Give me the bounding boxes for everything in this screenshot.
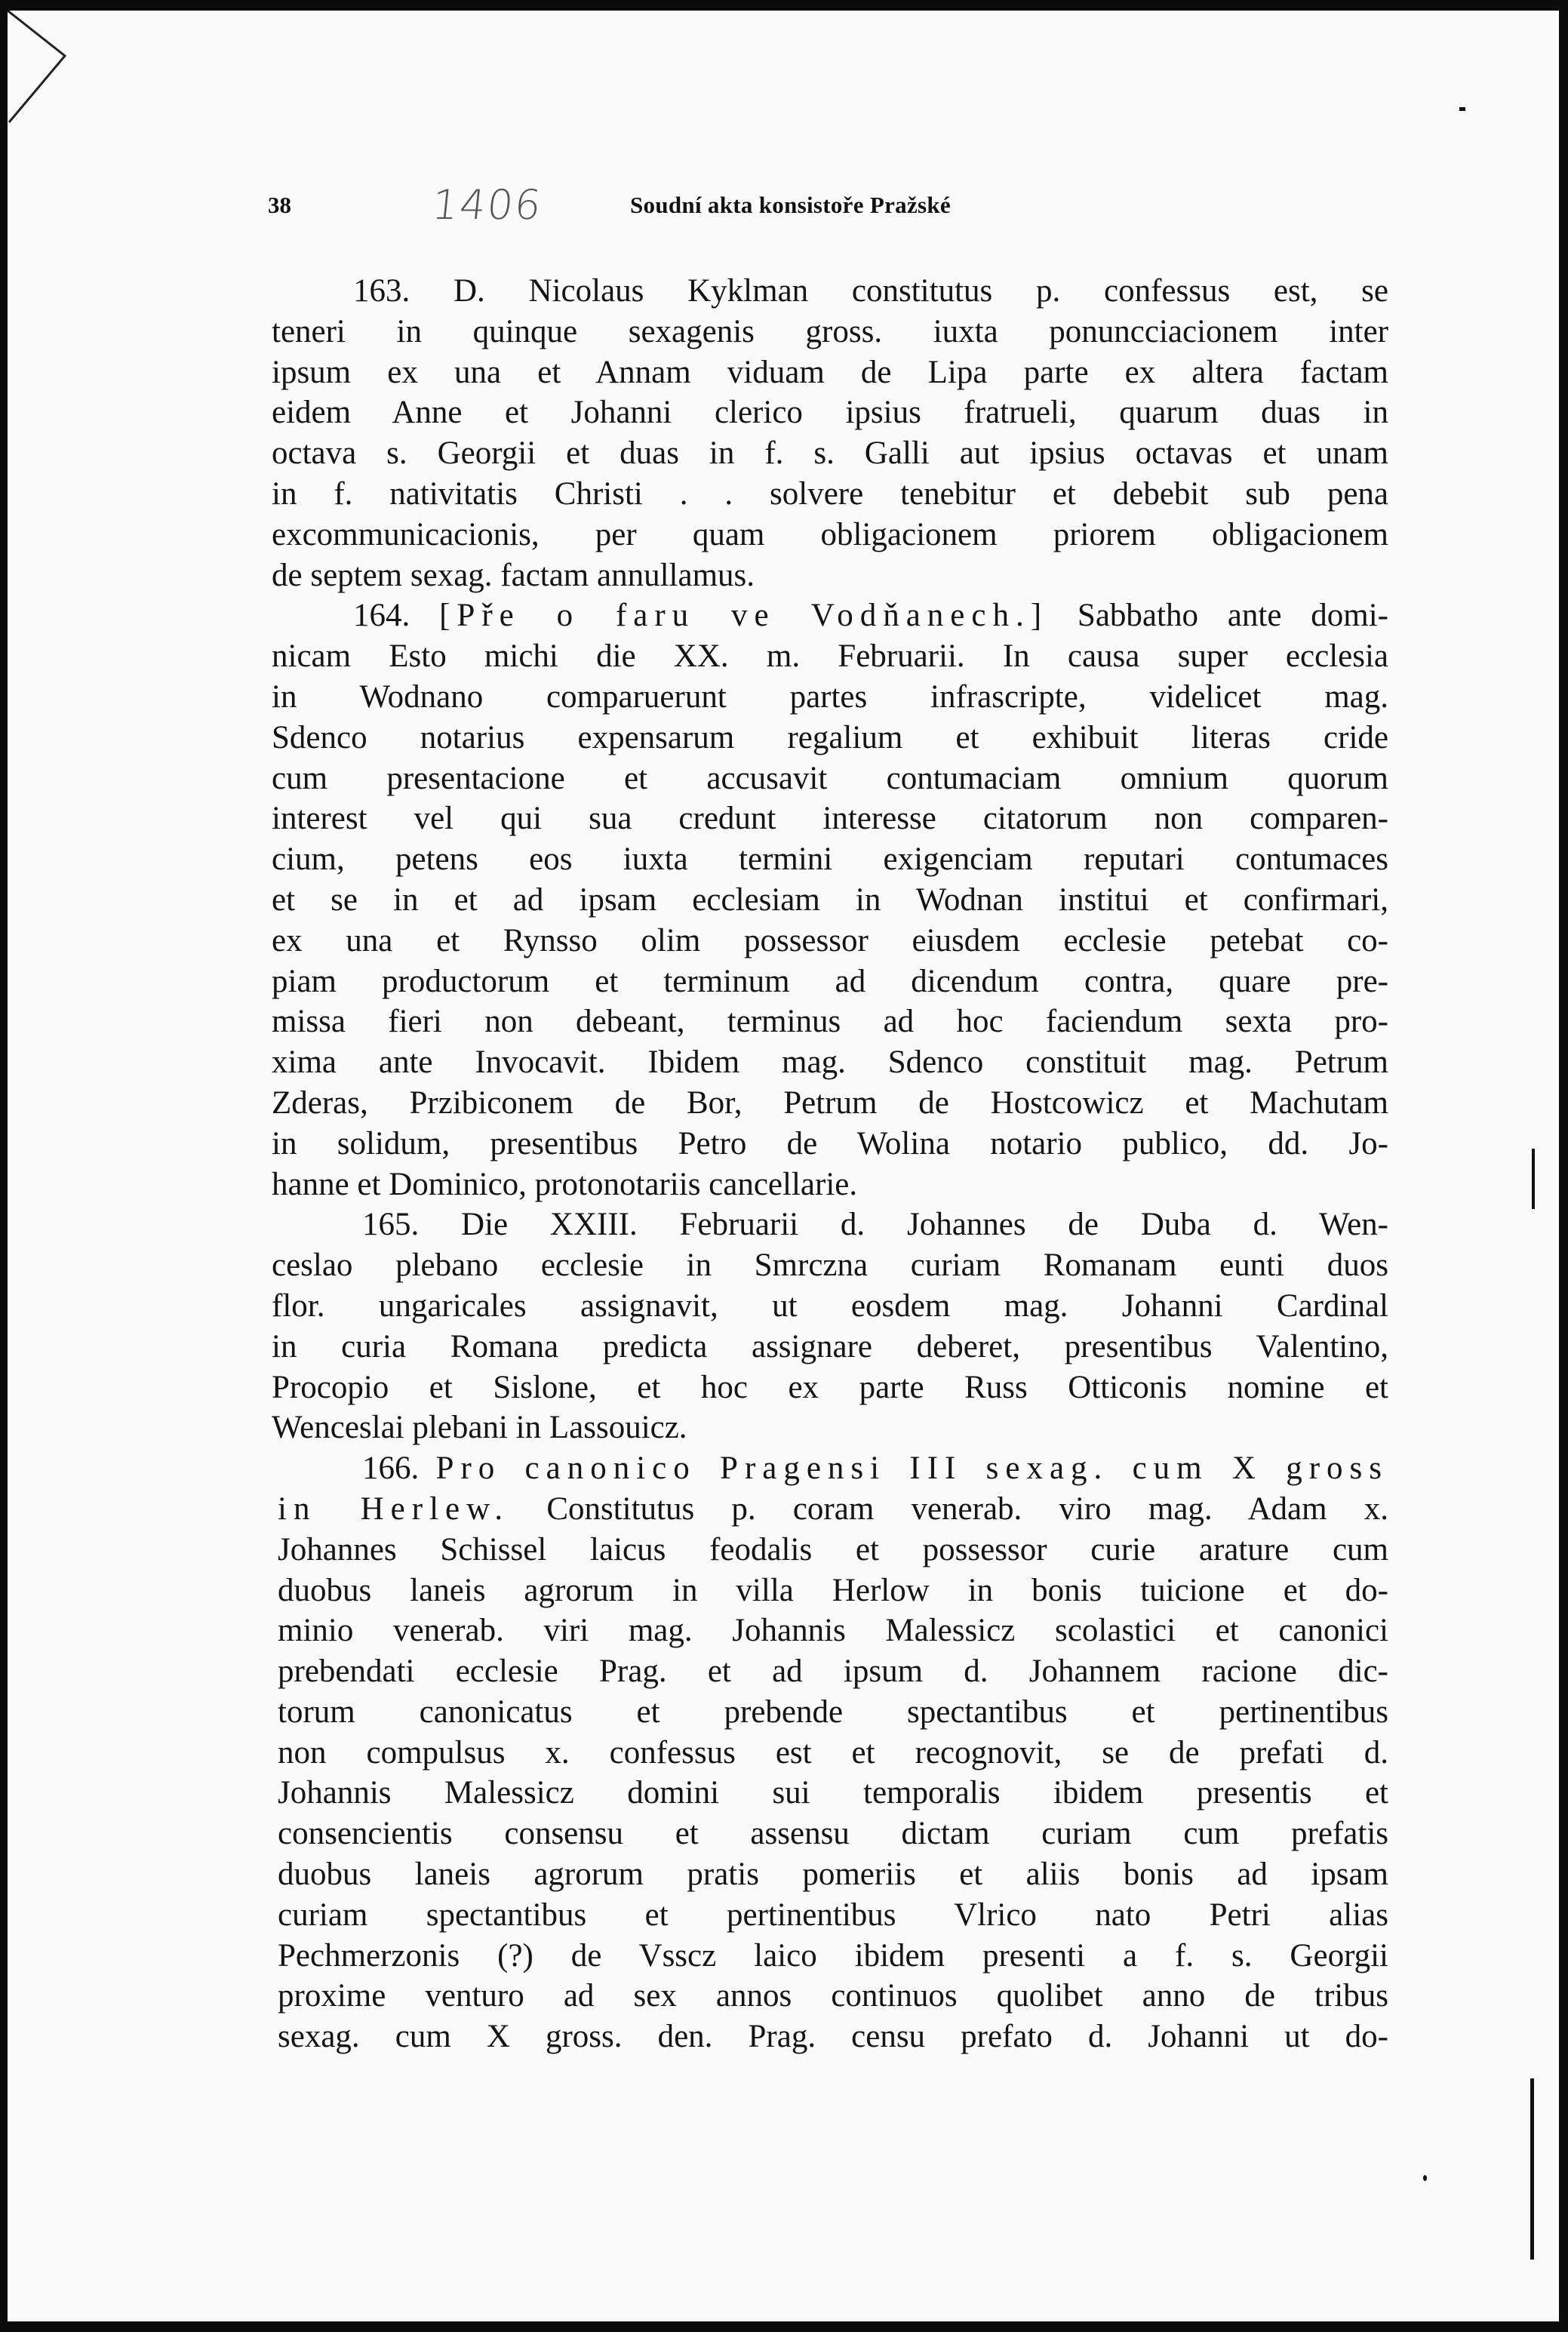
scan-mark: [1532, 1149, 1535, 1209]
text-line: [272, 1448, 1388, 1489]
entry-164: [272, 595, 1388, 1204]
scan-mark: [1423, 2175, 1427, 2181]
entry-title-continued: in Herlew.: [278, 1491, 510, 1527]
text-line: consencientis consensu et assensu dictam curiam cum prefatis: [278, 1816, 1388, 1852]
text-line: ceslao plebano ecclesie in Smrczna curiam Romanam eunti duos: [272, 1248, 1388, 1284]
entry-text: Constitutus p. coram venerab. viro mag. Adam x.: [546, 1491, 1388, 1527]
text-line: Sdenco notarius expensarum regalium et exhibuit literas cride: [272, 719, 1388, 755]
text-line: [272, 1489, 1388, 1530]
entry-number: 164.: [353, 598, 410, 634]
text-line: [272, 595, 1388, 636]
page-header: [268, 181, 1392, 234]
text-line: Johannis Malessicz domini sui temporalis ibidem presentis et: [278, 1775, 1388, 1811]
entry-165: [272, 1204, 1388, 1448]
text-line: minio venerab. viri mag. Johannis Malessicz scolastici et canonici: [278, 1613, 1388, 1649]
text-line: in curia Romana predicta assignare deberet, presentibus Valentino,: [272, 1328, 1388, 1364]
text-line: duobus laneis agrorum in villa Herlow in bonis tuicione et do-: [278, 1572, 1388, 1608]
text-line: Procopio et Sislone, et hoc ex parte Russ Otticonis nomine et: [272, 1369, 1388, 1405]
document-body: [272, 271, 1388, 2057]
text-line: cium, petens eos iuxta termini exigenciam reputari contumaces: [272, 841, 1388, 878]
text-line: excommunicacionis, per quam obligacionem priorem obligacionem: [272, 516, 1388, 552]
text-line: sexag. cum X gross. den. Prag. censu prefato d. Johanni ut do-: [278, 2019, 1388, 2055]
text-line: xima ante Invocavit. Ibidem mag. Sdenco constituit mag. Petrum: [272, 1044, 1388, 1081]
text-line: curiam spectantibus et pertinentibus Vlrico nato Petri alias: [278, 1897, 1388, 1933]
text-line: ex una et Rynsso olim possessor eiusdem ecclesie petebat co-: [272, 922, 1388, 958]
text-line: non compulsus x. confessus est et recognovit, se de prefati d.: [278, 1734, 1388, 1771]
text-line: flor. ungaricales assignavit, ut eosdem mag. Johanni Cardinal: [272, 1288, 1388, 1324]
text-line: duobus laneis agrorum pratis pomeriis et aliis bonis ad ipsam: [278, 1857, 1388, 1893]
text-line: Pechmerzonis (?) de Vsscz laico ibidem presenti a f. s. Georgii: [278, 1937, 1388, 1974]
text-line: eidem Anne et Johanni clerico ipsius fratrueli, quarum duas in: [272, 395, 1388, 431]
text-line: in f. nativitatis Christi . . solvere tenebitur et debebit sub pena: [272, 475, 1388, 512]
text-line: in Wodnano comparuerunt partes infrascripte, videlicet mag.: [272, 678, 1388, 715]
text-line: cum presentacione et accusavit contumaciam omnium quorum: [272, 760, 1388, 796]
entry-title: Pro canonico Pragensi III sexag. cum X gross: [435, 1451, 1388, 1487]
text-line: nicam Esto michi die XX. m. Februarii. In causa super ecclesia: [272, 638, 1388, 675]
text-line: piam productorum et terminum ad dicendum contra, quare pre-: [272, 963, 1388, 999]
text-line: missa fieri non debeant, terminus ad hoc faciendum sexta pro-: [272, 1004, 1388, 1040]
text-line: ipsum ex una et Annam viduam de Lipa parte ex altera factam: [272, 354, 1388, 390]
text-line: prebendati ecclesie Prag. et ad ipsum d. Johannem racione dic-: [278, 1654, 1388, 1690]
text-line: interest vel qui sua credunt interesse citatorum non comparen-: [272, 801, 1388, 837]
entry-163: [272, 271, 1388, 595]
text-line: 163. D. Nicolaus Kyklman constitutus p. confessus est, se: [353, 273, 1388, 309]
handwritten-year-note: 1406: [429, 181, 545, 229]
folded-corner-mark: [8, 11, 75, 124]
scan-mark: [1530, 2078, 1534, 2260]
entry-title: [Pře o faru ve Vodňanech.]: [439, 598, 1049, 634]
text-line: Wenceslai plebani in Lassouicz.: [272, 1410, 687, 1446]
text-line: in solidum, presentibus Petro de Wolina notario publico, dd. Jo-: [272, 1125, 1388, 1161]
text-line: proxime venturo ad sex annos continuos quolibet anno de tribus: [278, 1978, 1388, 2014]
text-line: torum canonicatus et prebende spectantibus et pertinentibus: [278, 1694, 1388, 1730]
text-line: hanne et Dominico, protonotariis cancellarie.: [272, 1166, 858, 1202]
text-line: teneri in quinque sexagenis gross. iuxta ponuncciacionem inter: [272, 313, 1388, 349]
text-line: et se in et ad ipsam ecclesiam in Wodnan institui et confirmari,: [272, 881, 1388, 918]
text-line: 165. Die XXIII. Februarii d. Johannes de Duba d. Wen-: [362, 1207, 1388, 1243]
text-line: Zderas, Przibiconem de Bor, Petrum de Hostcowicz et Machutam: [272, 1084, 1388, 1121]
text-line: Johannes Schissel laicus feodalis et possessor curie arature cum: [278, 1531, 1388, 1567]
text-line: octava s. Georgii et duas in f. s. Galli aut ipsius octavas et unam: [272, 435, 1388, 472]
entry-text: Sabbatho ante domi-: [1077, 598, 1388, 634]
text-line: de septem sexag. factam annullamus.: [272, 557, 755, 593]
page-number: 38: [268, 192, 291, 218]
entry-number: 166.: [362, 1451, 420, 1487]
running-title: Soudní akta konsistoře Pražské: [630, 192, 951, 218]
scan-mark: [1459, 107, 1465, 111]
entry-166: [272, 1448, 1388, 2057]
scanned-page: [8, 11, 1559, 2321]
